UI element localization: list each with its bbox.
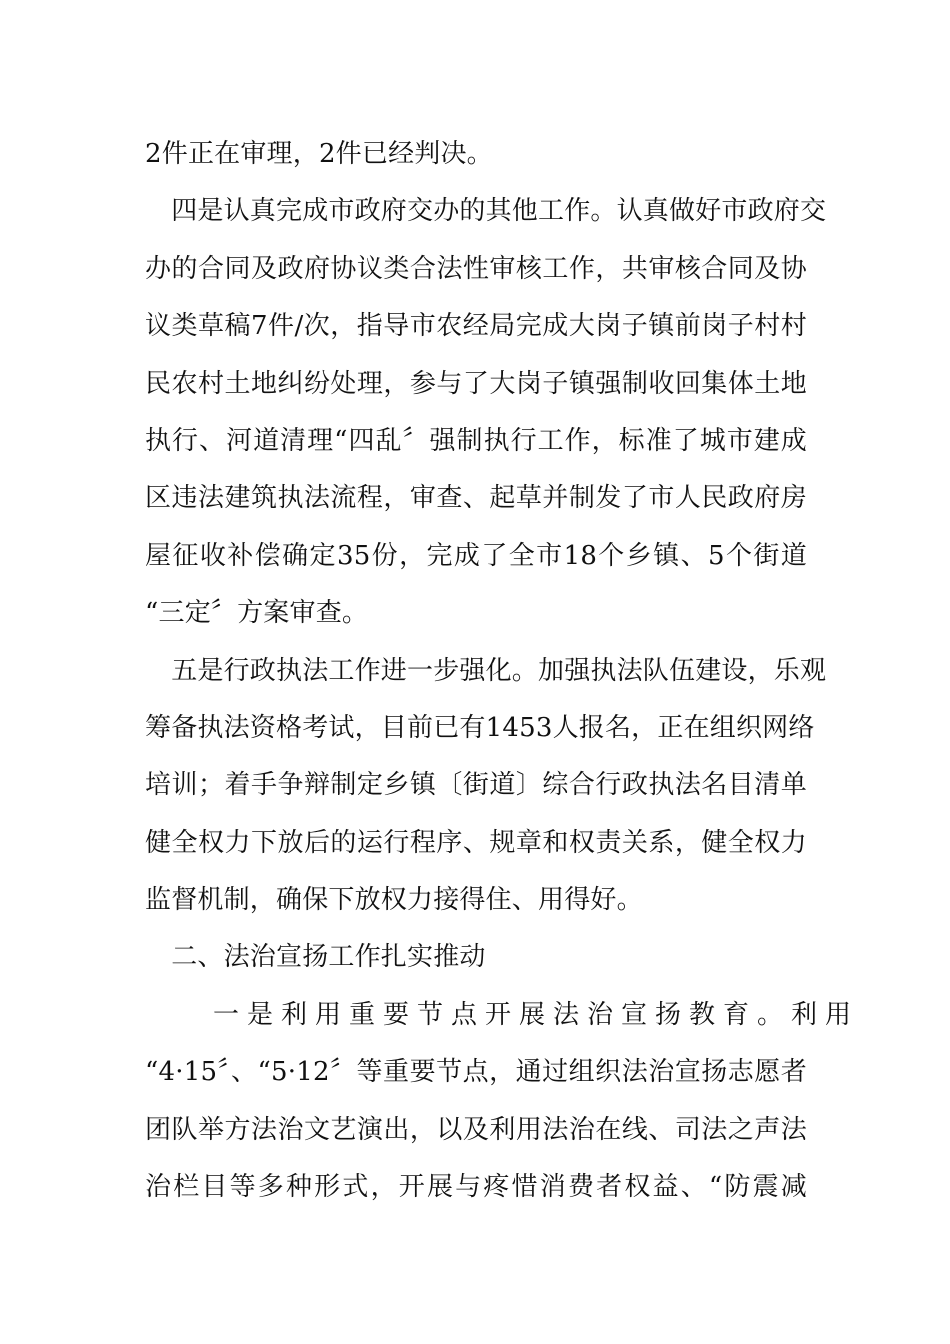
text-line: 议类草稿7件/次，指导市农经局完成大岗子镇前岗子村村 [145,311,807,342]
text-line: 办的合同及政府协议类合法性审核工作，共审核合同及协 [145,253,807,284]
text-line: 监督机制，确保下放权力接得住、用得好。 [145,885,643,916]
text-line: 一是利用重要节点开展法治宣扬教育。利用 [145,999,860,1030]
text-line: 健全权力下放后的运行程序、规章和权责关系，健全权力 [145,827,807,858]
section-heading: 二、法治宣扬工作扎实推动 [145,942,486,973]
text-line: 培训；着手争辩制定乡镇〔街道〕综合行政执法名目清单 [145,770,807,801]
text-line: 民农村土地纠纷处理，参与了大岗子镇强制收回集体土地 [145,368,807,399]
text-line: 区违法建筑执法流程，审查、起草并制发了市人民政府房 [145,483,807,514]
text-line: “4·15〞、“5·12〞等重要节点，通过组织法治宣扬志愿者 [145,1057,807,1088]
text-line: 筹备执法资格考试，目前已有1453人报名，正在组织网络 [145,712,815,743]
text-line: 团队举方法治文艺演出，以及利用法治在线、司法之声法 [145,1114,807,1145]
document-page [145,126,860,1216]
text-line: 2件正在审理，2件已经判决。 [145,139,493,169]
text-line: 四是认真完成市政府交办的其他工作。认真做好市政府交 [145,196,827,227]
text-line: 治栏目等多种形式，开展与疼惜消费者权益、“防震减 [145,1172,807,1203]
text-line: 屋征收补偿确定35份，完成了全市18个乡镇、5个街道 [145,540,807,571]
text-line: “三定〞方案审查。 [145,598,369,629]
text-line: 执行、河道清理“四乱〞强制执行工作，标准了城市建成 [145,425,807,456]
text-line: 五是行政执法工作进一步强化。加强执法队伍建设，乐观 [145,655,827,686]
